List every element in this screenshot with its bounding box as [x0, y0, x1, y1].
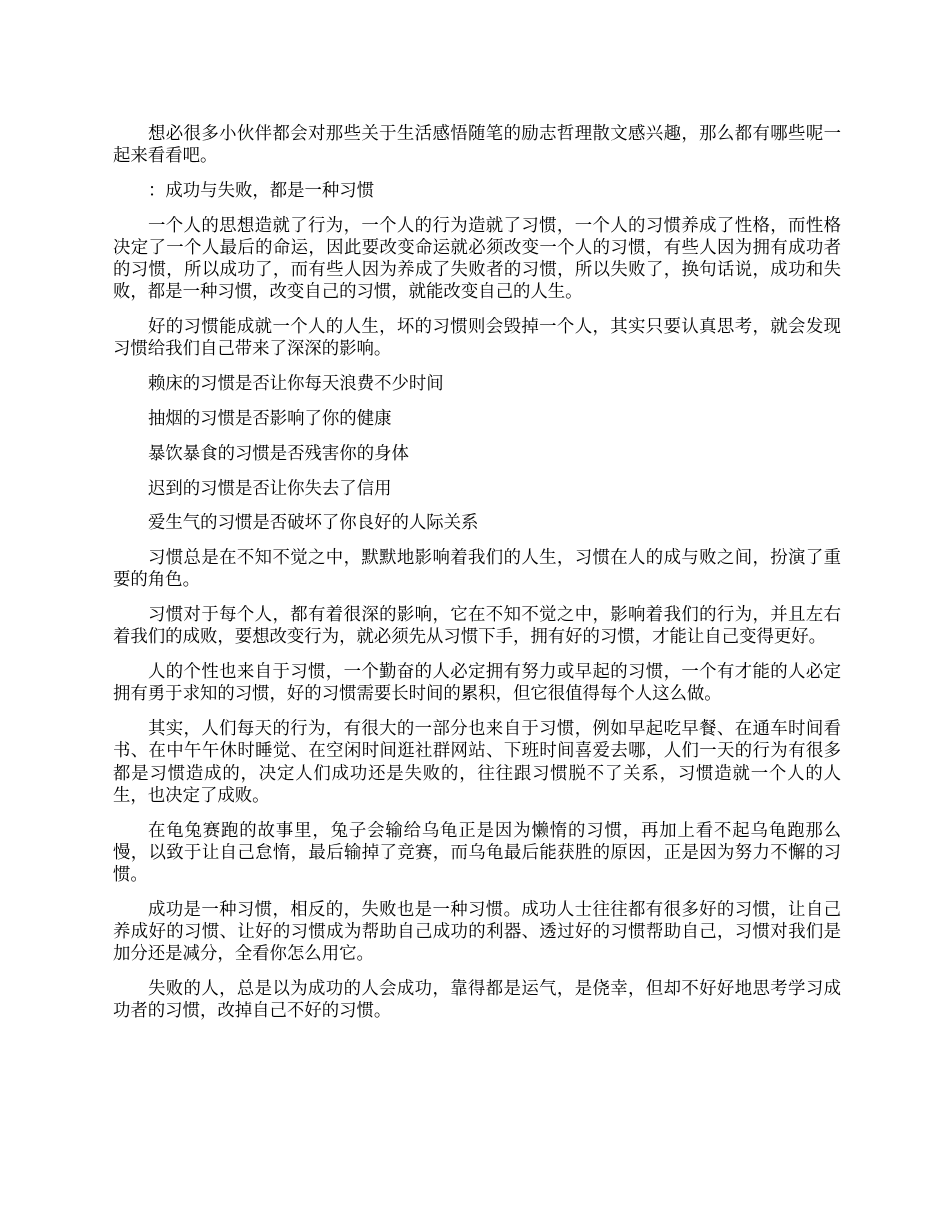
body-paragraph: 人的个性也来自于习惯，一个勤奋的人必定拥有努力或早起的习惯，一个有才能的人必定拥有勇于求知的习惯，好的习惯需要长时间的累积，但它很值得每个人这么做。: [113, 662, 841, 705]
body-paragraph: 习惯总是在不知不觉之中，默默地影响着我们的人生，习惯在人的成与败之间，扮演了重要的角色。: [113, 548, 841, 591]
habit-question-line: 赖床的习惯是否让你每天浪费不少时间: [148, 374, 444, 395]
intro-paragraph: 想必很多小伙伴都会对那些关于生活感悟随笔的励志哲理散文感兴趣，那么都有哪些呢一起来看看吧。: [113, 124, 841, 167]
body-paragraph: 一个人的思想造就了行为，一个人的行为造就了习惯，一个人的习惯养成了性格，而性格决定了一个人最后的命运，因此要改变命运就必须改变一个人的习惯，有些人因为拥有成功者的习惯，所以成功了，而有些人因为养成了失败者的习惯，所以失败了，换句话说，成功和失败，都是一种习惯，改变自己的习惯，就能改变自己的人生。: [113, 215, 841, 303]
habit-question-line: 爱生气的习惯是否破坏了你良好的人际关系: [148, 513, 479, 534]
body-paragraph: 成功是一种习惯，相反的，失败也是一种习惯。成功人士往往都有很多好的习惯，让自己养成好的习惯、让好的习惯成为帮助自己成功的利器、透过好的习惯帮助自己，习惯对我们是加分还是减分，全看你怎么用它。: [113, 899, 841, 965]
habit-question-line: 暴饮暴食的习惯是否残害你的身体: [148, 443, 409, 464]
section-heading: ：成功与失败，都是一种习惯: [148, 181, 375, 201]
document-page: [113, 123, 841, 1035]
habit-question-line: 抽烟的习惯是否影响了你的健康: [148, 409, 392, 429]
body-paragraph: 其实，人们每天的行为，有很大的一部分也来自于习惯，例如早起吃早餐、在通车时间看书、在中午午休时睡觉、在空闲时间逛社群网站、下班时间喜爱去哪，人们一天的行为有很多都是习惯造成的，决定人们成功还是失败的，往往跟习惯脱不了关系，习惯造就一个人的人生，也决定了成败。: [113, 719, 841, 806]
body-paragraph: 失败的人，总是以为成功的人会成功，靠得都是运气，是侥幸，但却不好好地思考学习成功者的习惯，改掉自己不好的习惯。: [113, 979, 841, 1022]
body-paragraph: 习惯对于每个人，都有着很深的影响，它在不知不觉之中，影响着我们的行为，并且左右着我们的成败，要想改变行为，就必须先从习惯下手，拥有好的习惯，才能让自己变得更好。: [113, 605, 841, 648]
body-paragraph: 在龟兔赛跑的故事里，兔子会输给乌龟正是因为懒惰的习惯，再加上看不起乌龟跑那么慢，以致于让自己怠惰，最后输掉了竞赛，而乌龟最后能获胜的原因，正是因为努力不懈的习惯。: [113, 820, 841, 885]
habit-question-line: 迟到的习惯是否让你失去了信用: [148, 478, 392, 499]
body-paragraph: 好的习惯能成就一个人的人生，坏的习惯则会毁掉一个人，其实只要认真思考，就会发现习惯给我们自己带来了深深的影响。: [113, 317, 841, 360]
